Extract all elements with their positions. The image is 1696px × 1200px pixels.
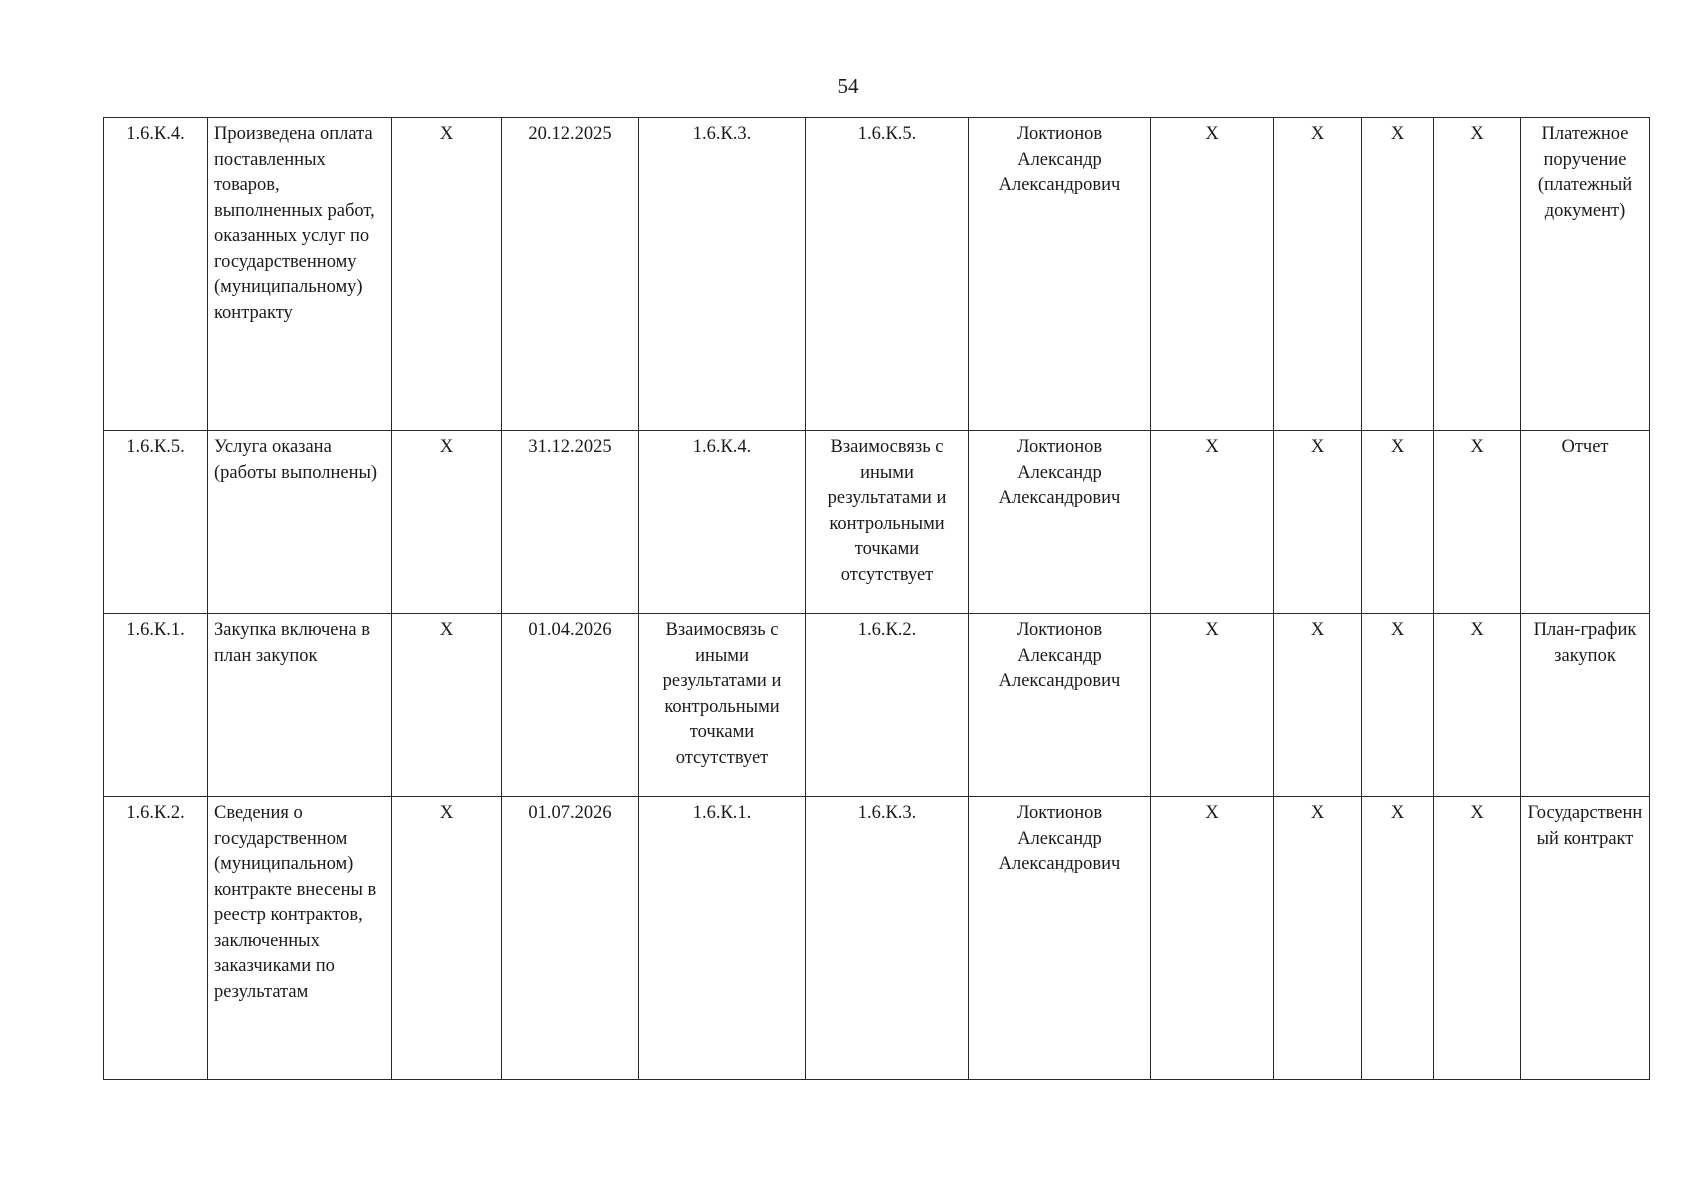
cell-id: 1.6.К.1. bbox=[104, 614, 208, 797]
cell-mark: Х bbox=[1362, 431, 1434, 614]
cell-date: 20.12.2025 bbox=[502, 118, 639, 431]
cell-responsible: Локтионов Александр Александрович bbox=[969, 614, 1151, 797]
cell-description: Услуга оказана (работы выполнены) bbox=[208, 431, 392, 614]
cell-mark: Х bbox=[1362, 797, 1434, 1080]
cell-predecessor: 1.6.К.3. bbox=[639, 118, 806, 431]
cell-id: 1.6.К.2. bbox=[104, 797, 208, 1080]
cell-mark: Х bbox=[392, 797, 502, 1080]
cell-successor: 1.6.К.3. bbox=[806, 797, 969, 1080]
cell-mark: Х bbox=[392, 614, 502, 797]
cell-mark: Х bbox=[1362, 614, 1434, 797]
cell-predecessor: 1.6.К.1. bbox=[639, 797, 806, 1080]
cell-mark: Х bbox=[1274, 614, 1362, 797]
cell-document: Отчет bbox=[1521, 431, 1650, 614]
page-number: 54 bbox=[837, 74, 859, 98]
cell-responsible: Локтионов Александр Александрович bbox=[969, 797, 1151, 1080]
control-points-table bbox=[103, 117, 1650, 1080]
cell-date: 01.07.2026 bbox=[502, 797, 639, 1080]
cell-predecessor: Взаимосвязь с иными результатами и контрольными точками отсутствует bbox=[639, 614, 806, 797]
table-row bbox=[104, 118, 1650, 431]
cell-predecessor: 1.6.К.4. bbox=[639, 431, 806, 614]
cell-mark: Х bbox=[1151, 797, 1274, 1080]
cell-mark: Х bbox=[1274, 431, 1362, 614]
cell-mark: Х bbox=[1151, 614, 1274, 797]
cell-mark: Х bbox=[1151, 431, 1274, 614]
cell-description: Закупка включена в план закупок bbox=[208, 614, 392, 797]
cell-mark: Х bbox=[1274, 797, 1362, 1080]
cell-id: 1.6.К.5. bbox=[104, 431, 208, 614]
cell-date: 01.04.2026 bbox=[502, 614, 639, 797]
cell-mark: Х bbox=[1151, 118, 1274, 431]
cell-id: 1.6.К.4. bbox=[104, 118, 208, 431]
cell-successor: 1.6.К.5. bbox=[806, 118, 969, 431]
cell-responsible: Локтионов Александр Александрович bbox=[969, 431, 1151, 614]
cell-description: Сведения о государственном (муниципальном) контракте внесены в реестр контрактов, заключенных заказчиками по результатам bbox=[208, 797, 392, 1080]
cell-description: Произведена оплата поставленных товаров, выполненных работ, оказанных услуг по государственному (муниципальному) контракту bbox=[208, 118, 392, 431]
table-row bbox=[104, 797, 1650, 1080]
cell-mark: Х bbox=[1434, 614, 1521, 797]
cell-date: 31.12.2025 bbox=[502, 431, 639, 614]
cell-responsible: Локтионов Александр Александрович bbox=[969, 118, 1151, 431]
cell-document: Платежное поручение (платежный документ) bbox=[1521, 118, 1650, 431]
cell-mark: Х bbox=[1434, 797, 1521, 1080]
table-row bbox=[104, 614, 1650, 797]
cell-document: Государственный контракт bbox=[1521, 797, 1650, 1080]
table-row bbox=[104, 431, 1650, 614]
cell-mark: Х bbox=[1434, 431, 1521, 614]
cell-successor: 1.6.К.2. bbox=[806, 614, 969, 797]
cell-mark: Х bbox=[392, 118, 502, 431]
cell-successor: Взаимосвязь с иными результатами и контрольными точками отсутствует bbox=[806, 431, 969, 614]
cell-mark: Х bbox=[1362, 118, 1434, 431]
cell-mark: Х bbox=[392, 431, 502, 614]
cell-document: План-график закупок bbox=[1521, 614, 1650, 797]
cell-mark: Х bbox=[1274, 118, 1362, 431]
cell-mark: Х bbox=[1434, 118, 1521, 431]
